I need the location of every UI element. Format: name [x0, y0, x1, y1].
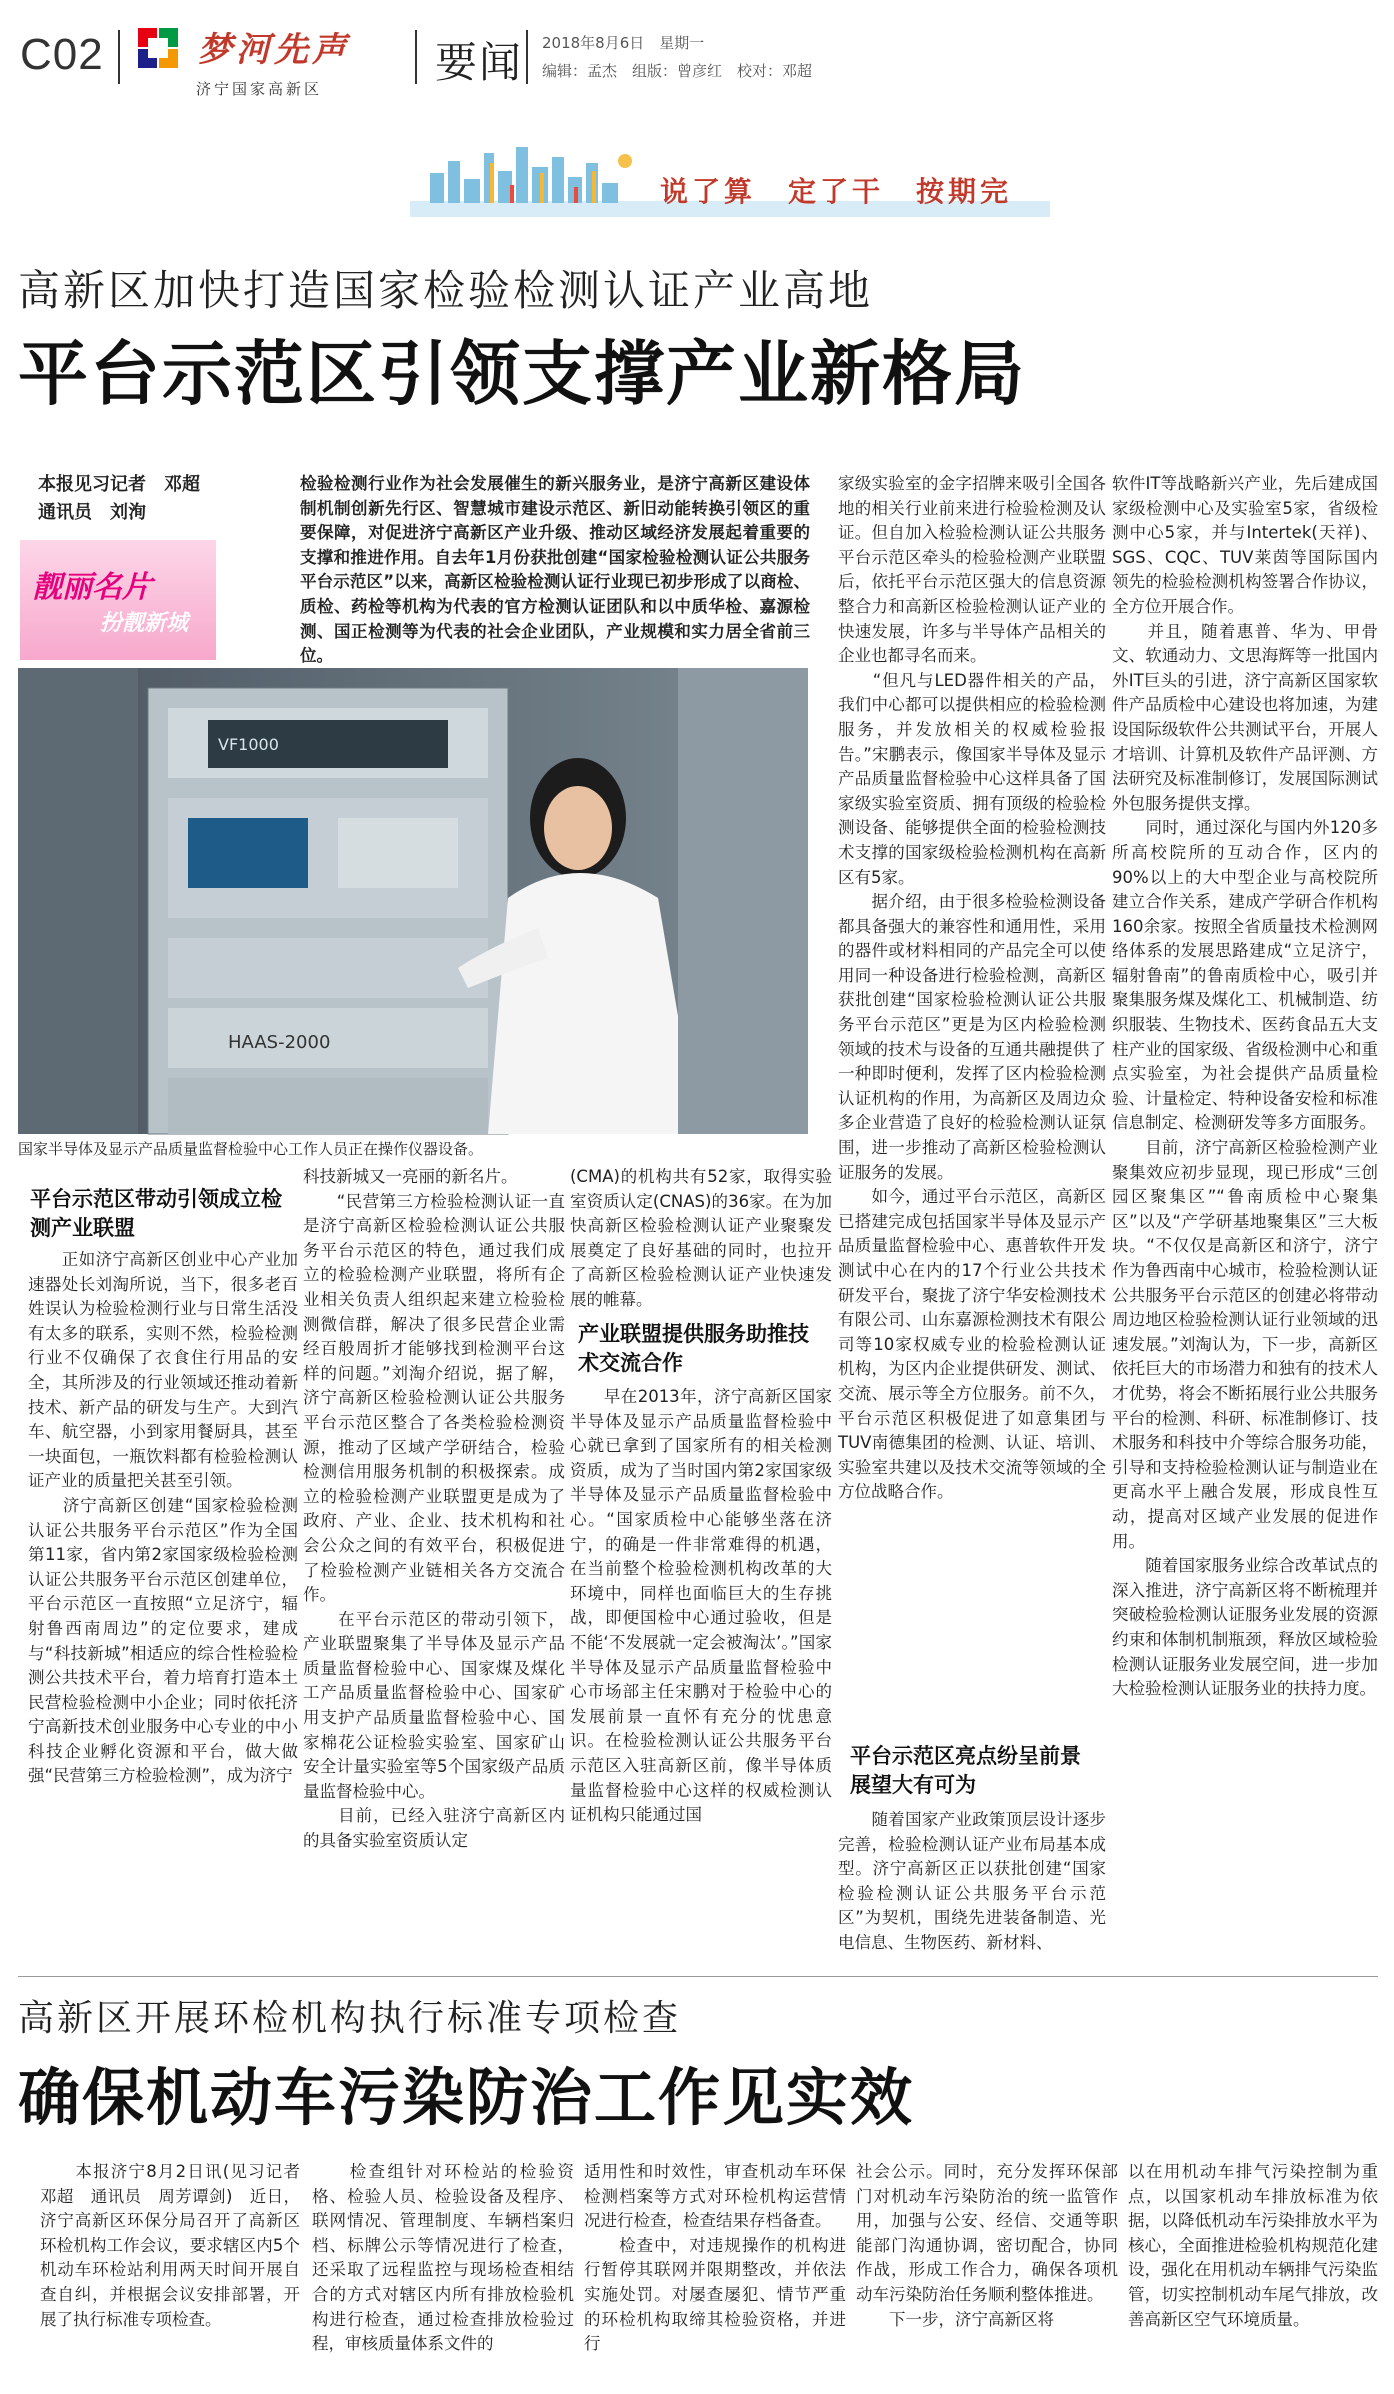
- article2-column-3: 适用性和时效性，审查机动车环保检测档案等方式对环检机构运营情况进行检查，检查结果存档备查。 检查中，对违规操作的机构进行暂停其联网并限期整改，并依法实施处罚。对屡查屡犯、情节严重的环检机构取缔其检验资格，并进行: [584, 2162, 846, 2354]
- header-divider: [415, 30, 417, 84]
- editors-line: 编辑：孟杰 组版：曾彦红 校对：邓超: [542, 62, 813, 80]
- header-divider: [118, 30, 120, 84]
- lab-photo: [18, 668, 808, 1134]
- article-column-4: 家级实验室的金字招牌来吸引全国各地的相关行业前来进行检验检测及认证。但自加入检验检测认证公共服务平台示范区牵头的检验检测产业联盟后，依托平台示范区强大的信息资源整合力和高新区检验检测认证产业的快速发展，许多与半导体产品相关的企业也都寻名而来。 “但凡与LED器件相关的产品，我们中心都可以提供相应的检验检测服务，并发放相关的权威检验报告。”宋鹏表示，像国家半导体及显示产品质量监督检验中心这样具备了国家级实验室资质、拥有顶级的检验检测设备、能够提供全面的检验检测技术支撑的国家级检验检测机构在高新区有5家。 据介绍，由于很多检验检测设备都具备强大的兼容性和通用性，采用的器件或材料相同的产品完全可以使用同一种设备进行检验检测，高新区获批创建“国家检验检测认证公共服务平台示范区”更是为区内检验检测领域的技术与设备的互通共融提供了一种即时便利，发挥了区内检验检测认证机构的作用，为高新区及周边众多企业营造了良好的检验检测认证氛围，进一步推动了高新区检验检测认证服务的发展。 如今，通过平台示范区，高新区已搭建完成包括国家半导体及显示产品质量监督检验中心、惠普软件开发测试中心在内的17个行业公共技术研发平台，聚拢了济宁华安检测技术有限公司、山东嘉源检测技术有限公司等10家权威专业的检验检测认证机构，为区内企业提供研发、测试、交流、展示等全方位服务。前不久，平台示范区积极促进了如意集团与TUV南德集团的检测、认证、培训、实验室共建以及技术交流等领域的全方位战略合作。: [838, 474, 1106, 1502]
- article2-column-1: 本报济宁8月2日讯(见习记者 邓超 通讯员 周芳谭剑) 近日，济宁高新区环保分局召开了高新区环检机构工作会议，要求辖区内5个机动车环检站利用两天时间开展自查自纠，并根据会议安排部署，开展了执行标准专项检查。: [40, 2162, 317, 2329]
- column-logo-inset: [20, 540, 216, 660]
- article-kicker: 高新区开展环检机构执行标准专项检查: [18, 1998, 682, 2039]
- section-subheading: 产业联盟提供服务助推技术交流合作: [578, 1322, 809, 1375]
- article-kicker: 高新区加快打造国家检验检测认证产业高地: [18, 266, 874, 315]
- section-name: 要闻: [435, 38, 524, 87]
- photo-caption: 国家半导体及显示产品质量监督检验中心工作人员正在操作仪器设备。: [18, 1140, 484, 1158]
- article-column-1: 正如济宁高新区创业中心产业加速器处长刘淘所说，当下，很多老百姓误认为检验检测行业与日常生活没有太多的联系，实则不然，检验检测行业不仅确保了衣食住行用品的安全，其所涉及的行业领域还推动着新技术、新产品的研发与生产。大到汽车、航空器，小到家用餐厨具，甚至一块面包，一瓶饮料都有检验检测认证产业的质量把关甚至引领。 济宁高新区创建“国家检验检测认证公共服务平台示范区”作为全国第11家，省内第2家国家级检验检测认证公共服务平台示范区创建单位，平台示范区一直按照“立足济宁，辐射鲁西南周边”的定位要求，建成与“科技新城”相适应的综合性检验检测公共技术平台，着力培育打造本土民营检验检测中小企业；同时依托济宁高新技术创业服务中心专业的中小科技企业孵化资源和平台，做大做强“民营第三方检验检测”，成为济宁: [28, 1250, 298, 1786]
- article-lead: 检验检测行业作为社会发展催生的新兴服务业，是济宁高新区建设体制机制创新先行区、智慧城市建设示范区、新旧动能转换引领区的重要保障，对促进济宁高新区产业升级、推动区域经济发展起着重要的支撑和推进作用。自去年1月份获批创建“国家检验检测认证公共服务平台示范区”以来，高新区检验检测认证行业现已初步形成了以商检、质检、药检等机构为代表的官方检测认证团队和以中质华检、嘉源检测、国正检测等为代表的社会企业团队，产业规模和实力居全省前三位。: [300, 474, 810, 666]
- page-number: C02: [20, 30, 104, 79]
- byline-reporter: 本报见习记者 邓超: [38, 474, 200, 495]
- article-column-3: (CMA)的机构共有52家，取得实验室资质认定(CNAS)的36家。在为加快高新区检验检测认证产业聚聚发展奠定了良好基础的同时，也拉开了高新区检验检测认证产业快速发展的帷幕。: [570, 1167, 832, 1309]
- instrument-model-label: HAAS-2000: [228, 1032, 331, 1053]
- section-subheading: 平台示范区带动引领成立检测产业联盟: [30, 1187, 282, 1240]
- article-column-3b: 早在2013年，济宁高新区国家半导体及显示产品质量监督检验中心就已拿到了国家所有的相关检测资质，成为了当时国内第2家国家级半导体及显示产品质量监督检验中心。“国家质检中心能够坐落在济宁，的确是一件非常难得的机遇，在当前整个检验检测机构改革的大环境中，同样也面临巨大的生存挑战，即便国检中心通过验收，但是不能‘不发展就一定会被淘汰’。”国家半导体及显示产品质量监督检验中心市场部主任宋鹏对于检验中心的发展前景一直怀有充分的忧患意识。在检验检测认证公共服务平台示范区入驻高新区前，像半导体质量监督检验中心这样的权威检测认证机构只能通过国: [570, 1387, 832, 1825]
- issue-date: 2018年8月6日 星期一: [542, 34, 705, 52]
- paper-title: 梦河先声: [198, 30, 350, 70]
- article-column-2: 科技新城又一亮丽的新名片。 “民营第三方检验检测认证一直是济宁高新区检验检测认证公共服务平台示范区的特色，通过我们成立的检验检测产业联盟，将所有企业相关负责人组织起来建立检验检测微信群，解决了很多民营企业需经百般周折才能够找到检测平台这样的问题。”刘淘介绍说，据了解，济宁高新区检验检测认证公共服务平台示范区整合了各类检验检测资源，推动了区域产学研结合，检验检测信用服务机制的积极探索。成立的检验检测产业联盟更是成为了政府、产业、企业、技术机构和社会公众之间的有效平台，积极促进了检验检测产业链相关各方交流合作。 在平台示范区的带动引领下，产业联盟聚集了半导体及显示产品质量监督检验中心、国家煤及煤化工产品质量监督检验中心、国家矿用支护产品质量监督检验中心、国家棉花公证检验实验室、国家矿山安全计量实验室等5个国家级产品质量监督检验中心。 目前，已经入驻济宁高新区内的具备实验室资质认定: [303, 1167, 565, 1851]
- paper-logo-icon: [138, 28, 178, 68]
- article-column-5: 软件IT等战略新兴产业，先后建成国家级检测中心及实验室5家，省级检测中心5家，并与Intertek(天祥)、SGS、CQC、TUV莱茵等国际国内领先的检验检测机构签署合作协议，全方位开展合作。 并且，随着惠普、华为、甲骨文、软通动力、文思海辉等一批国内外IT巨头的引进，济宁高新区国家软件产品质检中心建设也将加速，为建设国际级软件公共测试平台，开展人才培训、计算机及软件产品评测、方法研究及标准制修订，发展国际测试外包服务提供支撑。 同时，通过深化与国内外120多所高校院所的互动合作，区内的90%以上的大中型企业与高校院所建立合作关系，建成产学研合作机构160余家。按照全省质量技术检测网络体系的发展思路建成“立足济宁，辐射鲁南”的鲁南质检中心，吸引并聚集服务煤及煤化工、机械制造、纺织服装、生物技术、医药食品五大支柱产业的国家级、省级检测中心和重点实验室，为社会提供产品质量检验、计量检定、特种设备安检和标准信息制定、检测研发等多方面服务。 目前，济宁高新区检验检测产业聚集效应初步显现，现已形成“三创园区聚集区”“鲁南质检中心聚集区”以及“产学研基地聚集区”三大板块。“不仅仅是高新区和济宁，济宁作为鲁西南中心城市，检验检测认证公共服务平台示范区的创建必将带动周边地区检验检测认证行业领域的迅速发展。”刘淘认为，下一步，高新区依托巨大的市场潜力和独有的技术人才优势，将会不断拓展行业公共服务平台的检测、科研、标准制修订、技术服务和科技中介等综合服务功能，引导和支持检验检测认证与制造业在更高水平上融合发展，形成良性互动，提高对区域产业发展的促进作用。 随着国家服务业综合改革试点的深入推进，济宁高新区将不断梳理并突破检验检测认证服务业发展的资源约束和体制机制瓶颈，释放区域检验检测认证服务业发展空间，进一步加大检验检测认证服务业的扶持力度。: [1112, 474, 1378, 1699]
- page-header: [0, 0, 1394, 100]
- article-divider: [18, 1976, 1378, 1977]
- header-divider: [526, 30, 528, 84]
- inset-title: 靓丽名片: [32, 570, 152, 605]
- article2-column-2: 检查组针对环检站的检验资格、检验人员、检验设备及程序、联网情况、管理制度、车辆档案归档、标牌公示等情况进行了检查，还采取了远程监控与现场检查相结合的方式对辖区内所有排放检验机构进行检查，通过检查排放检验过程，审核质量体系文件的: [312, 2162, 574, 2354]
- slogan: 说了算 定了干 按期完: [660, 175, 1013, 208]
- article-headline: 平台示范区引领支撑产业新格局: [18, 333, 1026, 415]
- article-column-4b: 随着国家产业政策顶层设计逐步完善，检验检测认证产业布局基本成型。济宁高新区正以获批创建“国家检验检测认证公共服务平台示范区”为契机，围绕先进装备制造、光电信息、生物医药、新材料、: [838, 1810, 1106, 1952]
- section-subheading: 平台示范区亮点纷呈前景展望大有可为: [850, 1744, 1081, 1797]
- paper-subtitle: 济宁国家高新区: [196, 80, 323, 98]
- inset-subtitle: 扮靓新城: [100, 611, 189, 636]
- byline-correspondent: 通讯员 刘洵: [38, 502, 146, 523]
- article2-column-4: 社会公示。同时，充分发挥环保部门对机动车污染防治的统一监管作用，加强与公安、经信、交通等职能部门沟通协调，密切配合，协同作战，形成工作合力，确保各项机动车污染防治任务顺利整体推进。 下一步，济宁高新区将: [856, 2162, 1118, 2329]
- article-headline: 确保机动车污染防治工作见实效: [18, 2061, 915, 2134]
- article2-column-5: 以在用机动车排气污染控制为重点，以国家机动车排放标准为依据，以降低机动车污染排放水平为核心，全面推进检验机构规范化建设，强化在用机动车辆排气污染监管，切实控制机动车尾气排放，改善高新区空气环境质量。: [1128, 2162, 1378, 2329]
- instrument-label: VF1000: [218, 735, 279, 754]
